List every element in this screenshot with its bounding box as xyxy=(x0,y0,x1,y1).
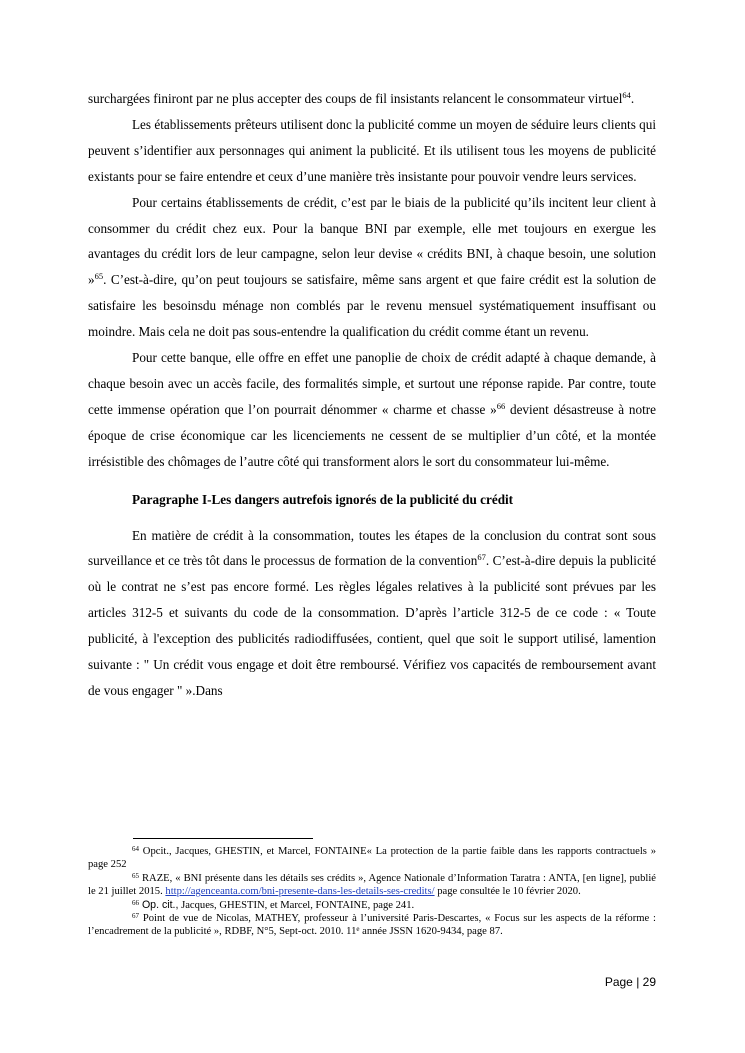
footnote-65-link[interactable]: http://agenceanta.com/bni-presente-dans-les-details-ses-credits/ xyxy=(165,886,435,898)
page-number: Page | 29 xyxy=(604,975,656,989)
paragraph-3: Pour certains établissements de crédit, c’est par le biais de la publicité qu’ils incitent leur client à consommer du crédit chez eux. Pour la banque BNI par exemple, elle met toujours en exergue les avantages du crédit lors de leur campagne, selon leur devise « crédits BNI, à chaque besoin, une solution »$^{65}$. C’est-à-dire, qu’on peut toujours se satisfaire, même sans argent et que faire crédit est la solution de satisfaire les besoinsdu ménage non comblés par le revenu mensuel systématiquement insuffisant ou moindre. Mais cela ne doit pas sous-entendre la qualification du crédit comme étant un revenu. xyxy=(88,194,656,340)
footnote-65: $^{65}$ RAZE, « BNI présente dans les détails ses crédits », Agence Nationale d’Information Taratra : ANTA, [en ligne], publié le 21 juillet 2015. http://agenceanta.com/bni-presente-dans-les-details-ses-credits/ page consultée le 10 février 2020. xyxy=(88,871,656,898)
footnote-separator xyxy=(133,838,313,839)
footnote-ref-67[interactable]: 67 xyxy=(477,552,486,563)
footnotes xyxy=(88,845,656,939)
footnote-ref-66[interactable]: 66 xyxy=(496,400,506,411)
footnote-ref-65[interactable]: 65 xyxy=(94,271,104,282)
section-heading: Paragraphe I-Les dangers autrefois ignorés de la publicité du crédit xyxy=(132,491,514,507)
body-text xyxy=(88,86,656,704)
footnote-64: $^{64}$ Opcit., Jacques, GHESTIN, et Marcel, FONTAINE« La protection de la partie faible dans les rapports contractuels » page 252 xyxy=(88,845,656,871)
paragraph-1: surchargées finiront par ne plus accepter des coups de fil insistants relancent le consommateur virtuel$^{64}$. xyxy=(88,90,635,106)
paragraph-4: Pour cette banque, elle offre en effet une panoplie de choix de crédit adapté à chaque demande, à chaque besoin avec un accès facile, des formalités simple, et surtout une réponse rapide. Par contre, toute cette immense opération que l’on pourrait dénommer « charme et chasse »$^{66}$ devient désastreuse à notre époque de crise économique car les licenciements ne cessent de se multiplier d’un côté, et la montée irrésistible des chômages de l’autre côté qui transforment alors le sort du consommateur lui-même. xyxy=(88,350,656,469)
footnote-ref-64[interactable]: 64 xyxy=(622,90,631,100)
paragraph-5: En matière de crédit à la consommation, toutes les étapes de la conclusion du contrat sont sous surveillance et ce très tôt dans le processus de formation de la convention$^{67}$. C’est-à-dire depuis la publicité où le contrat ne s’est pas encore formé. Les règles légales relatives à la publicité sont prévues par les articles 312-5 et suivants du code de la consommation. D’après l’article 312-5 de ce code : « Toute publicité, à l'exception des publicités radiodiffusées, contient, quel que soit le support utilisé, lamention suivante : " Un crédit vous engage et doit être remboursé. Vérifiez vos capacités de remboursement avant de vous engager " ».Dans xyxy=(88,527,656,698)
paragraph-2: Les établissements prêteurs utilisent donc la publicité comme un moyen de séduire leurs clients qui peuvent s’identifier aux personnages qui animent la publicité. Et ils utilisent tous les moyens de publicité existants pour se faire entendre et ceux d’une manière très insistante pour pouvoir vendre leurs services. xyxy=(88,116,656,184)
footnote-66: $^{66}$ Op. cit., Jacques, GHESTIN, et Marcel, FONTAINE, page 241. xyxy=(132,898,415,911)
footnote-67: $^{67}$ Point de vue de Nicolas, MATHEY, professeur à l’université Paris-Descartes, « Focus sur les aspects de la réforme : l’encadrement de la publicité », RDBF, N°5, Sept-oct. 2010. 11e année JSSN 1620-9434, page 87. xyxy=(88,912,656,938)
